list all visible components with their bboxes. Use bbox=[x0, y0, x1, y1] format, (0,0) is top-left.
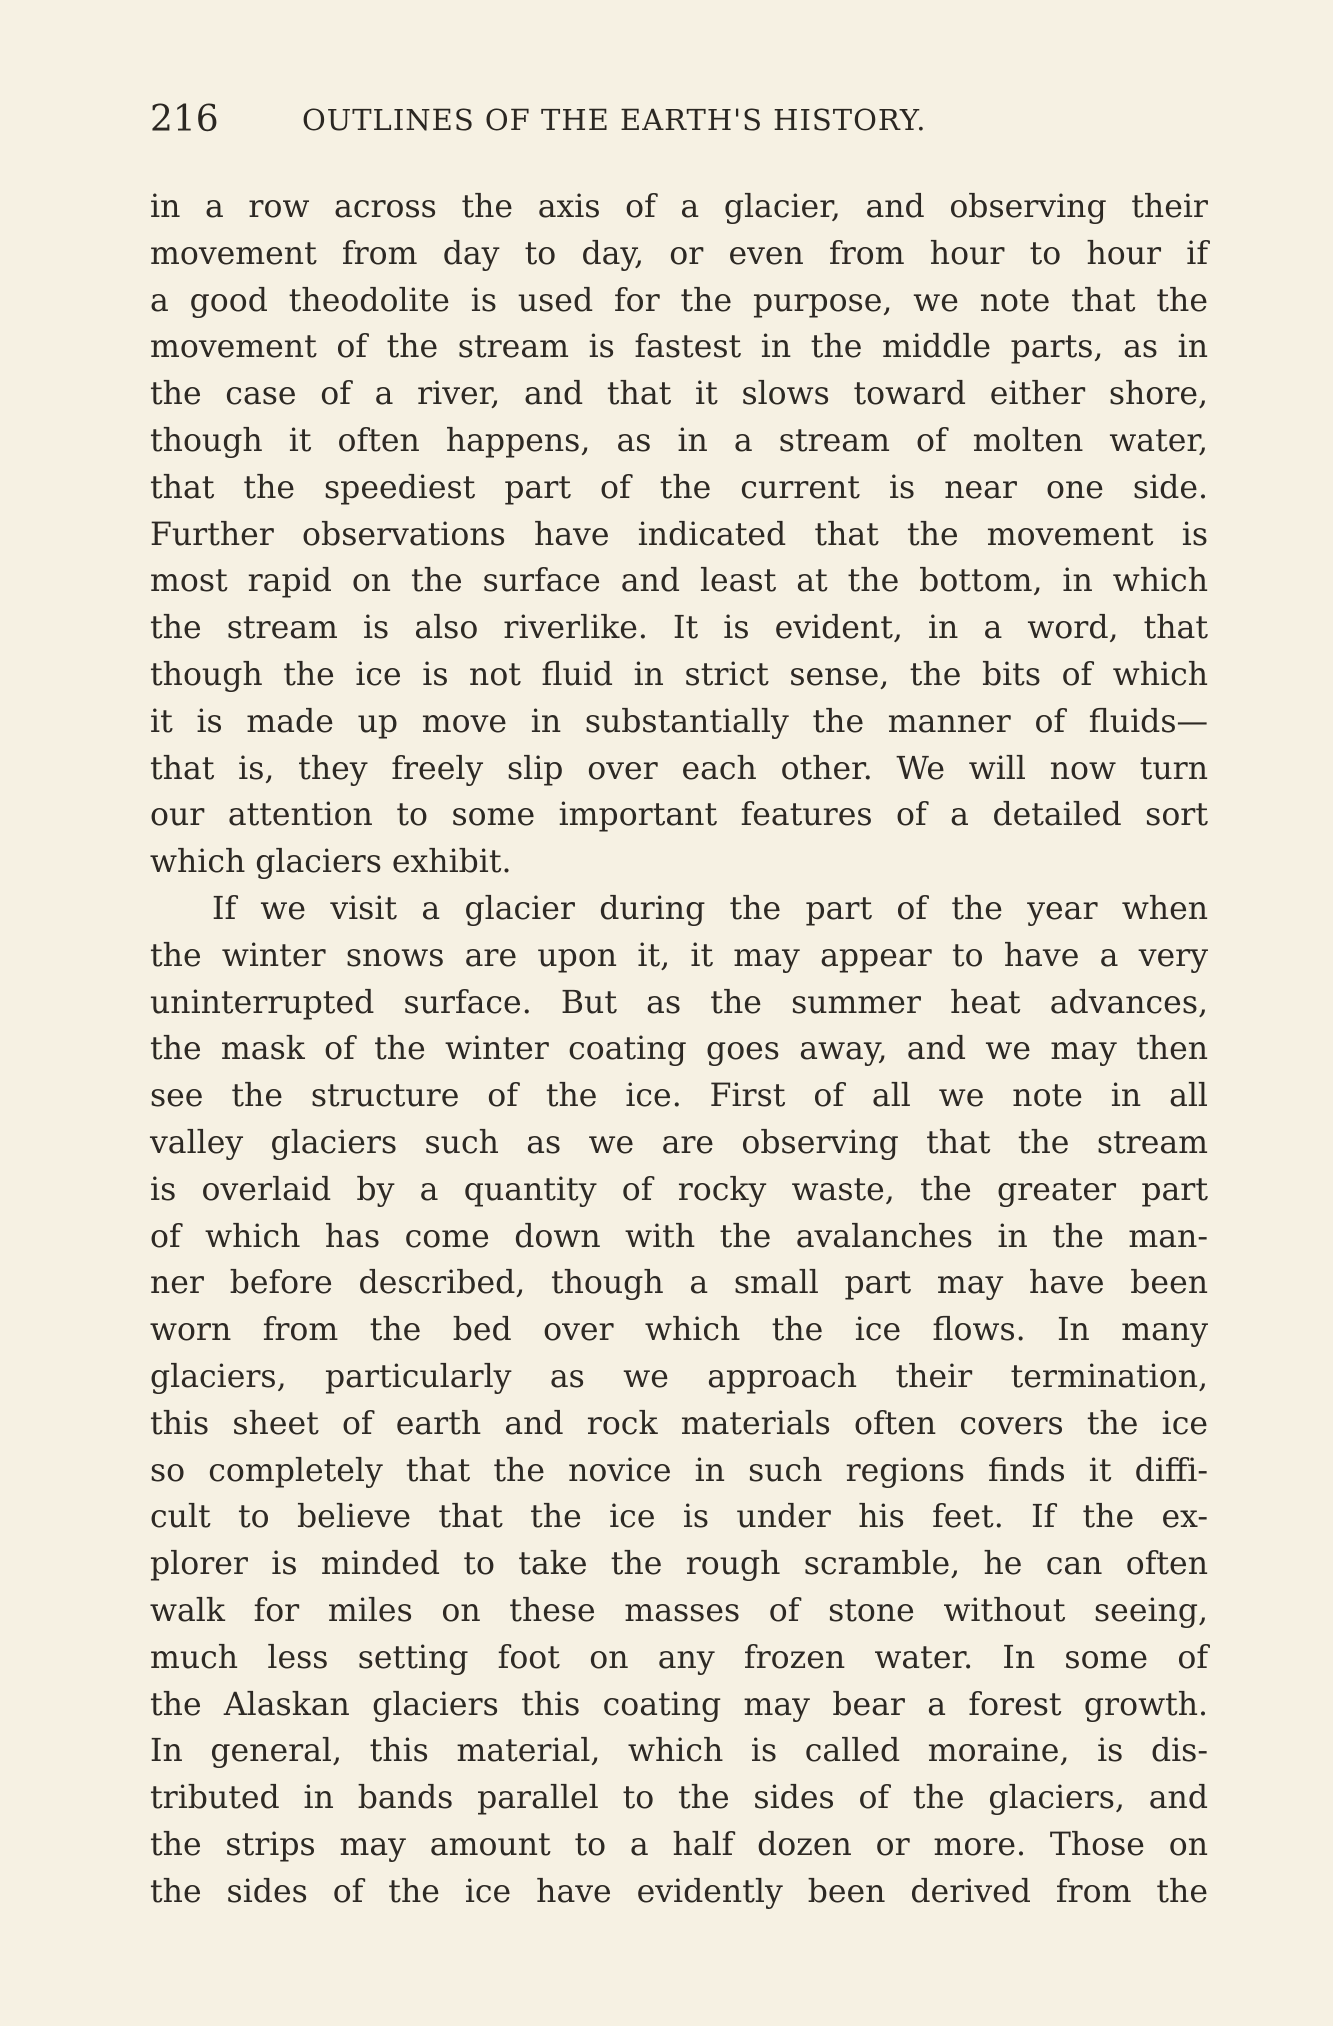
text-line: the mask of the winter coating goes away, and we may then bbox=[150, 1031, 1208, 1068]
text-line: ner before described, though a small part may have been bbox=[150, 1265, 1208, 1302]
text-line: most rapid on the surface and least at the bottom, in which bbox=[150, 563, 1208, 600]
text-line: uninterrupted surface. But as the summer heat advances, bbox=[150, 984, 1208, 1021]
running-title: OUTLINES OF THE EARTH'S HISTORY. bbox=[302, 103, 927, 137]
paragraph-start-line: If we visit a glacier during the part of the year when bbox=[212, 890, 1208, 927]
text-line: glaciers, particularly as we approach their termination, bbox=[150, 1358, 1208, 1395]
text-line: the strips may amount to a half dozen or more. Those on bbox=[150, 1826, 1208, 1863]
text-line: though it often happens, as in a stream of molten water, bbox=[150, 422, 1208, 459]
text-line: the stream is also riverlike. It is evident, in a word, that bbox=[150, 610, 1208, 647]
text-line: it is made up move in substantially the manner of fluids— bbox=[150, 703, 1208, 740]
text-line: movement of the stream is fastest in the middle parts, as in bbox=[150, 329, 1208, 366]
text-line: that is, they freely slip over each other. We will now turn bbox=[150, 750, 1208, 787]
text-line: In general, this material, which is called moraine, is dis- bbox=[150, 1733, 1208, 1770]
text-line: the sides of the ice have evidently been derived from the bbox=[150, 1873, 1208, 1910]
text-line: tributed in bands parallel to the sides of the glaciers, and bbox=[150, 1780, 1208, 1817]
text-line: cult to believe that the ice is under his feet. If the ex- bbox=[150, 1499, 1208, 1536]
text-line: is overlaid by a quantity of rocky waste, the greater part bbox=[150, 1171, 1208, 1208]
text-line: see the structure of the ice. First of all we note in all bbox=[150, 1078, 1208, 1115]
text-line: Further observations have indicated that the movement is bbox=[150, 516, 1208, 553]
text-line: which glaciers exhibit. bbox=[150, 844, 512, 881]
text-line: in a row across the axis of a glacier, and observing their bbox=[150, 189, 1208, 225]
text-line: plorer is minded to take the rough scramble, he can often bbox=[150, 1546, 1208, 1583]
text-line: so completely that the novice in such regions finds it diffi- bbox=[150, 1452, 1208, 1489]
text-line: this sheet of earth and rock materials often covers the ice bbox=[150, 1405, 1208, 1442]
text-line: walk for miles on these masses of stone without seeing, bbox=[150, 1592, 1208, 1629]
text-line: a good theodolite is used for the purpose, we note that the bbox=[150, 282, 1208, 319]
text-line: though the ice is not fluid in strict sense, the bits of which bbox=[150, 656, 1208, 693]
text-line: the case of a river, and that it slows toward either shore, bbox=[150, 376, 1208, 413]
text-line: much less setting foot on any frozen water. In some of bbox=[150, 1639, 1208, 1676]
text-line: our attention to some important features of a detailed sort bbox=[150, 797, 1208, 834]
text-line: that the speediest part of the current is near one side. bbox=[150, 469, 1208, 506]
text-line: movement from day to day, or even from hour to hour if bbox=[150, 235, 1208, 272]
text-line: valley glaciers such as we are observing that the stream bbox=[150, 1124, 1208, 1161]
text-line: the Alaskan glaciers this coating may bear a forest growth. bbox=[150, 1686, 1208, 1723]
text-line: of which has come down with the avalanches in the man- bbox=[150, 1218, 1208, 1255]
running-header bbox=[150, 96, 1200, 144]
page-number: 216 bbox=[150, 99, 219, 140]
text-line: worn from the bed over which the ice flows. In many bbox=[150, 1312, 1208, 1349]
text-line: the winter snows are upon it, it may appear to have a very bbox=[150, 937, 1208, 974]
body-text bbox=[150, 184, 1208, 1915]
